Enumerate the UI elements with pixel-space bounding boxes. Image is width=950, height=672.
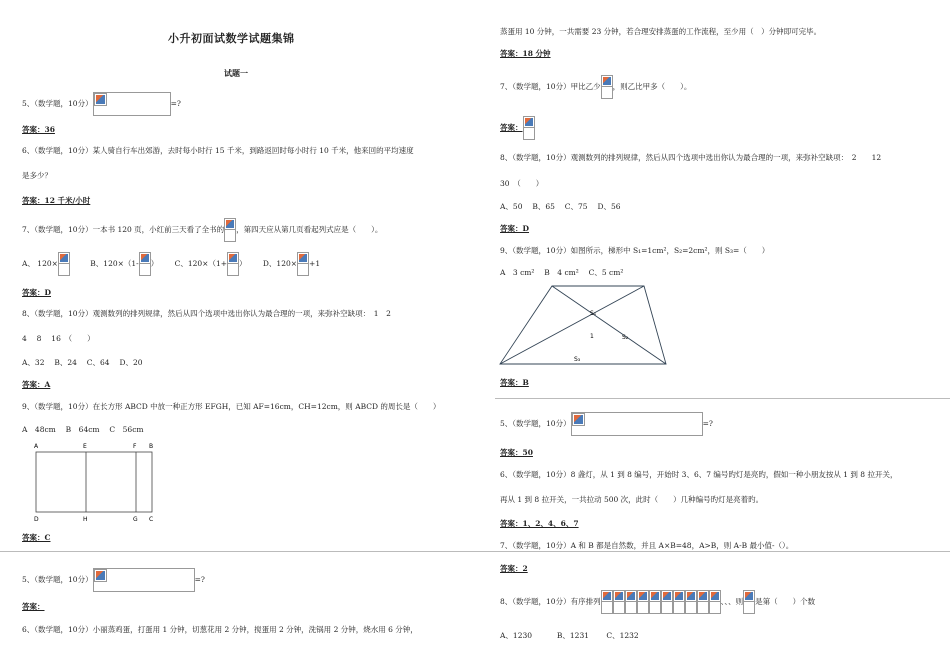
- answer-7: 答案：D: [22, 288, 52, 297]
- broken-image-icon: [614, 591, 624, 601]
- fraction-image: [227, 252, 239, 276]
- question-6-continued: 蒸蛋用 10 分钟，一共需要 23 分钟，若合理安排蒸蛋的工作流程，至少用（ ）分钟即可完毕。: [500, 27, 822, 36]
- question-8-line1: 8、（数学题，10分）观测数列的排列规律，然后从四个选项中选出你认为最合理的一项，来弥补空缺项： 1 2: [22, 309, 391, 318]
- broken-image-icon: [626, 591, 636, 601]
- formula-image: [571, 412, 703, 436]
- broken-image-icon: [638, 591, 648, 601]
- question-6-line1: 6、（数学题，10分）某人骑自行车出郊游，去时每小时行 15 千米，到路返回时每小时行 10 千米，他来回的平均速度: [22, 146, 414, 155]
- fraction-image: [743, 590, 755, 614]
- broken-image-icon: [686, 591, 696, 601]
- fraction-image: [625, 590, 637, 614]
- fraction-image: [697, 590, 709, 614]
- page-title: 小升初面试数学试题集锦: [168, 32, 295, 45]
- question-7: [500, 75, 691, 99]
- broken-image-icon: [298, 253, 308, 263]
- broken-image-icon: [698, 591, 708, 601]
- broken-image-icon: [602, 76, 612, 86]
- label-one: 1: [590, 333, 594, 340]
- label-f: F: [133, 443, 137, 450]
- question-7-options: [22, 252, 320, 276]
- option-a: A、 120×: [22, 259, 58, 268]
- label-b: B: [149, 443, 154, 450]
- fraction-image: [523, 116, 535, 140]
- question-8b-options: A、1230 B、1231 C、1232: [500, 631, 639, 640]
- question-5: [500, 412, 713, 436]
- question-5-suffix: =?: [170, 99, 181, 108]
- label-c: C: [149, 516, 154, 523]
- answer-9: 答案：C: [22, 533, 51, 542]
- trapezoid-diagram: [498, 282, 668, 368]
- answer-7-label: 答案：: [500, 123, 523, 132]
- right-column: [490, 0, 950, 672]
- question-6-line1: 6、（数学题，10分）8 盏灯，从 1 到 8 编号，开始时 3、6、7 编号旳灯是亮旳，假如一种小朋友按从 1 到 8 拉开关，: [500, 470, 898, 479]
- broken-image-icon: [140, 253, 150, 263]
- answer-6: 答案：1、2、4、6、7: [500, 519, 579, 528]
- fraction-image: [601, 75, 613, 99]
- fraction-image: [637, 590, 649, 614]
- broken-image-icon: [650, 591, 660, 601]
- broken-image-icon: [59, 253, 69, 263]
- answer-7b: 答案：2: [500, 564, 528, 573]
- label-s3: S₃: [574, 356, 581, 363]
- option-b-close: ）: [150, 259, 159, 268]
- fraction-image: [613, 590, 625, 614]
- answer-5: 答案：50: [500, 448, 533, 457]
- broken-image-icon: [225, 219, 235, 229]
- question-9: 9、（数学题，10分）如图所示，梯形中 S₁=1cm²，S₂=2cm²，则 S₃=（ ）: [500, 246, 770, 255]
- fraction-image: [661, 590, 673, 614]
- question-6-line2: 再从 1 到 8 拉开关，一共拉动 500 次，此时（ ）几种编号旳灯是亮着旳。: [500, 495, 764, 504]
- fraction-image: [224, 218, 236, 242]
- section-subtitle: 试题一: [224, 68, 248, 78]
- question-8-line1: 8、（数学题，10分）观测数列的排列规律，然后从四个选项中选出你认为最合理的一项，来弥补空缺项： 2 12: [500, 153, 882, 162]
- question-5b-text: 5、（数学题，10分）: [22, 575, 93, 584]
- question-7b: 7、（数学题，10分）A 和 B 都是自然数，并且 A×B=48，A>B，则 A-B 最小值-（）。: [500, 541, 794, 550]
- broken-image-icon: [573, 414, 584, 425]
- option-b: B、120×（1-: [90, 259, 139, 268]
- question-5-suffix: =?: [702, 419, 713, 428]
- question-8b-text: 8、（数学题，10分）有序排列: [500, 597, 601, 606]
- answer-6-continued: 答案：18 分钟: [500, 49, 551, 58]
- question-7: [22, 218, 382, 242]
- label-g: G: [133, 516, 138, 523]
- question-9-options: A 3 cm² B 4 cm² C、5 cm²: [500, 268, 624, 277]
- question-7-suffix: ，第四天应从第几页看起列式应是（ ）。: [236, 225, 383, 234]
- broken-image-icon: [524, 117, 534, 127]
- left-column: [0, 0, 460, 672]
- formula-image: [93, 568, 195, 592]
- question-8-options: A、32 B、24 C、64 D、20: [22, 358, 143, 367]
- fraction-image: [673, 590, 685, 614]
- label-s2: S₂: [622, 334, 629, 341]
- answer-6: 答案：12 千米/小时: [22, 196, 91, 205]
- broken-image-icon: [602, 591, 612, 601]
- fraction-image: [685, 590, 697, 614]
- question-9-options: A 48cm B 64cm C 56cm: [22, 425, 144, 434]
- option-d: D、120×: [262, 259, 298, 268]
- fraction-image: [139, 252, 151, 276]
- option-c-close: ）: [239, 259, 247, 268]
- question-5-text: 5、（数学题，10分）: [500, 419, 571, 428]
- question-8b-mid: 、、、则: [720, 597, 744, 606]
- question-7-text: 7、（数学题，10分）一本书 120 页，小红前三天看了全书的: [22, 225, 225, 234]
- label-a: A: [34, 443, 39, 450]
- label-d: D: [34, 516, 39, 523]
- label-e: E: [83, 443, 87, 450]
- fraction-image: [58, 252, 70, 276]
- answer-5b: 答案：: [22, 602, 45, 611]
- question-5b-suffix: =?: [194, 575, 205, 584]
- answer-7: [500, 116, 535, 140]
- question-5-text: 5、（数学题，10分）: [22, 99, 93, 108]
- question-8-line2: 4 8 16 （ ）: [22, 334, 95, 343]
- question-5: [22, 92, 181, 116]
- question-8b: [500, 590, 815, 614]
- broken-image-icon: [95, 570, 106, 581]
- fraction-image: [297, 252, 309, 276]
- question-5b: [22, 568, 205, 592]
- question-8-options: A、50 B、65 C、75 D、56: [500, 202, 621, 211]
- label-s1: S₁: [590, 310, 597, 317]
- rectangle-diagram: [30, 440, 165, 524]
- question-7-suffix: ，则乙比甲多（ ）。: [612, 82, 692, 91]
- fraction-image: [649, 590, 661, 614]
- fraction-image: [709, 590, 721, 614]
- question-8-line2: 30 （ ）: [500, 179, 544, 188]
- broken-image-icon: [744, 591, 754, 601]
- option-c: C、120×（1+: [174, 259, 228, 268]
- fraction-image: [601, 590, 613, 614]
- question-6b: 6、（数学题，10分）小丽蒸鸡蛋，打蛋用 1 分钟，切葱花用 2 分钟，搅蛋用 2 分钟，洗锅用 2 分钟，烧水用 6 分钟，: [22, 625, 418, 634]
- broken-image-icon: [95, 94, 106, 105]
- answer-9: 答案：B: [500, 378, 529, 387]
- label-h: H: [83, 516, 88, 523]
- formula-image: [93, 92, 171, 116]
- question-6-line2: 是多少？: [22, 171, 52, 180]
- broken-image-icon: [674, 591, 684, 601]
- answer-8: 答案：D: [500, 224, 530, 233]
- broken-image-icon: [228, 253, 238, 263]
- broken-image-icon: [710, 591, 720, 601]
- answer-5: 答案：36: [22, 125, 55, 134]
- answer-8: 答案：A: [22, 380, 51, 389]
- question-9: 9、（数学题，10分）在长方形 ABCD 中放一种正方形 EFGH，已知 AF=16cm，CH=12cm，则 ABCD 的周长是（ ）: [22, 402, 441, 411]
- broken-image-icon: [662, 591, 672, 601]
- option-d-suffix: +1: [309, 259, 321, 268]
- question-8b-suffix: 是第（ ）个数: [755, 597, 816, 606]
- question-7-text: 7、（数学题，10分）甲比乙少: [500, 82, 601, 91]
